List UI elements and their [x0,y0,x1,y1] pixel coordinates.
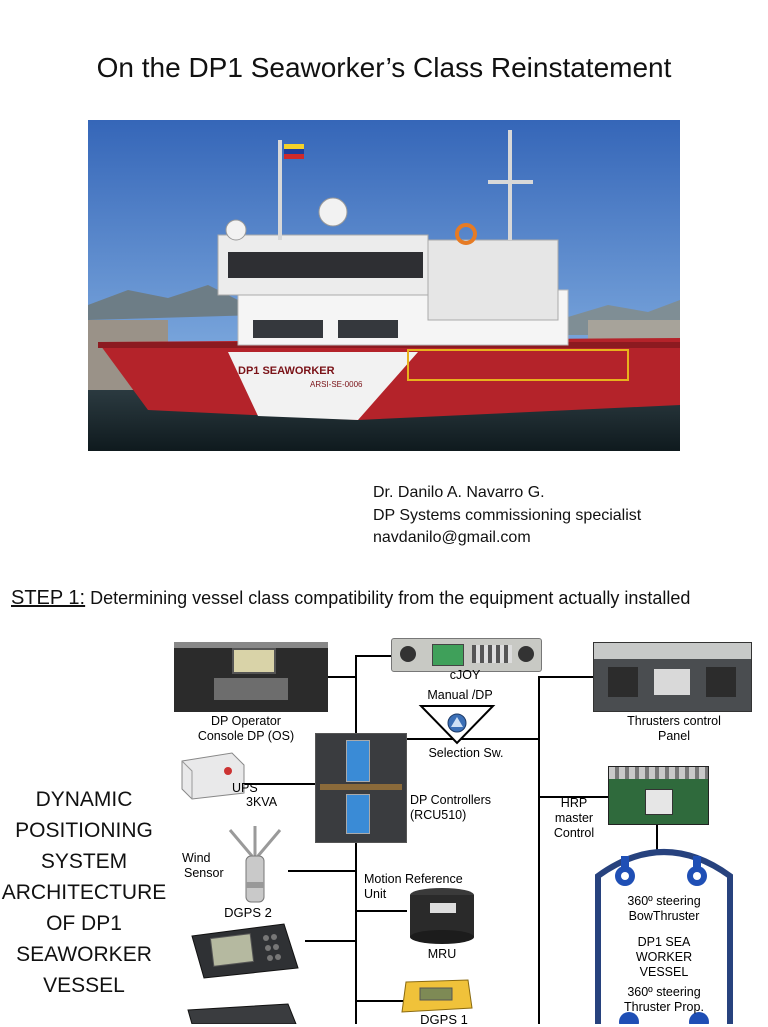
mru-image [406,887,478,945]
wind-label-1: Wind [182,851,211,865]
bow-thruster-label-2: BowThruster [628,909,700,923]
vessel-label-2: WORKER [635,950,693,964]
dgps1-image [398,978,474,1014]
ups-label-1: UPS [232,781,258,795]
cjoy-label: cJOY [449,668,481,682]
dp-console-label-2: Console DP (OS) [197,729,295,743]
hrp-label-2: master [554,811,594,825]
architecture-title-line: DYNAMIC [35,788,133,811]
vessel-photo [88,120,680,451]
dp-console-image [174,642,328,712]
link-dgps2 [305,940,357,942]
author-block [373,482,641,550]
page-title: On the DP1 Seaworker’s Class Reinstatement [96,52,672,83]
link-dgps1 [355,1000,403,1002]
cjoy-panel [391,638,542,672]
thrusters-panel-label-1: Thrusters control [627,714,721,728]
step-heading [11,587,690,610]
dp-console-label-1: DP Operator [211,714,281,728]
author-name: Dr. Danilo A. Navarro G. [373,484,545,501]
stern-thruster-label-2: Thruster Prop. [624,1000,704,1014]
architecture-title [0,784,168,1001]
dgps1-unit-image [184,1002,300,1024]
stern-thruster-label-1: 360º steering [627,985,701,999]
selection-sw-label: Selection Sw. [428,746,504,760]
hull-reg-text: ARSI-SE-0006 [310,380,363,389]
wind-label-2: Sensor [184,866,224,880]
link-console [328,676,356,678]
bow-thruster-icon [610,856,640,890]
architecture-title-line: OF DP1 [46,912,122,935]
manual-dp-label: Manual /DP [427,688,493,702]
architecture-title-line: ARCHITECTURE [1,881,167,904]
author-email: navdanilo@gmail.com [373,529,531,546]
dp-controllers-label-1: DP Controllers [410,793,492,807]
architecture-title-line: SEAWORKER [16,943,152,966]
mru-label-1: Motion Reference [364,872,463,886]
link-thrusters-panel [538,676,594,678]
hrp-control-image [608,766,709,825]
architecture-title-line: SYSTEM [40,850,128,873]
dp-controllers-image [315,733,407,843]
hrp-label-1: HRP [560,796,588,810]
bus-line-right [538,676,540,1024]
bow-thruster-icon [682,856,712,890]
dgps2-image [186,918,306,982]
selection-switch-icon [418,703,496,747]
hrp-label-3: Control [553,826,595,840]
step-text: Determining vessel class compatibility from the equipment actually installed [85,588,691,608]
dp-controllers-label-2: (RCU510) [410,808,467,822]
link-wind [288,870,356,872]
link-mru [355,910,407,912]
mru-label: MRU [427,947,457,961]
dgps2-label: DGPS 2 [224,905,272,920]
vessel-label-3: VESSEL [639,965,689,979]
hull-name-text: DP1 SEAWORKER [238,365,335,377]
author-role: DP Systems commissioning specialist [373,506,642,524]
link-cjoy [355,655,393,657]
mru-label-2: Unit [364,887,387,901]
ups-label-2: 3KVA [246,795,278,809]
dgps1-label: DGPS 1 [420,1012,468,1027]
architecture-title-line: POSITIONING [15,819,153,842]
thrusters-panel-label-2: Panel [658,729,690,743]
vessel-label-1: DP1 SEA [637,935,691,949]
step-label: STEP 1: [11,587,86,609]
architecture-title-line: VESSEL [43,974,125,997]
thrusters-panel-image [593,642,752,712]
bow-thruster-label-1: 360º steering [627,894,701,908]
